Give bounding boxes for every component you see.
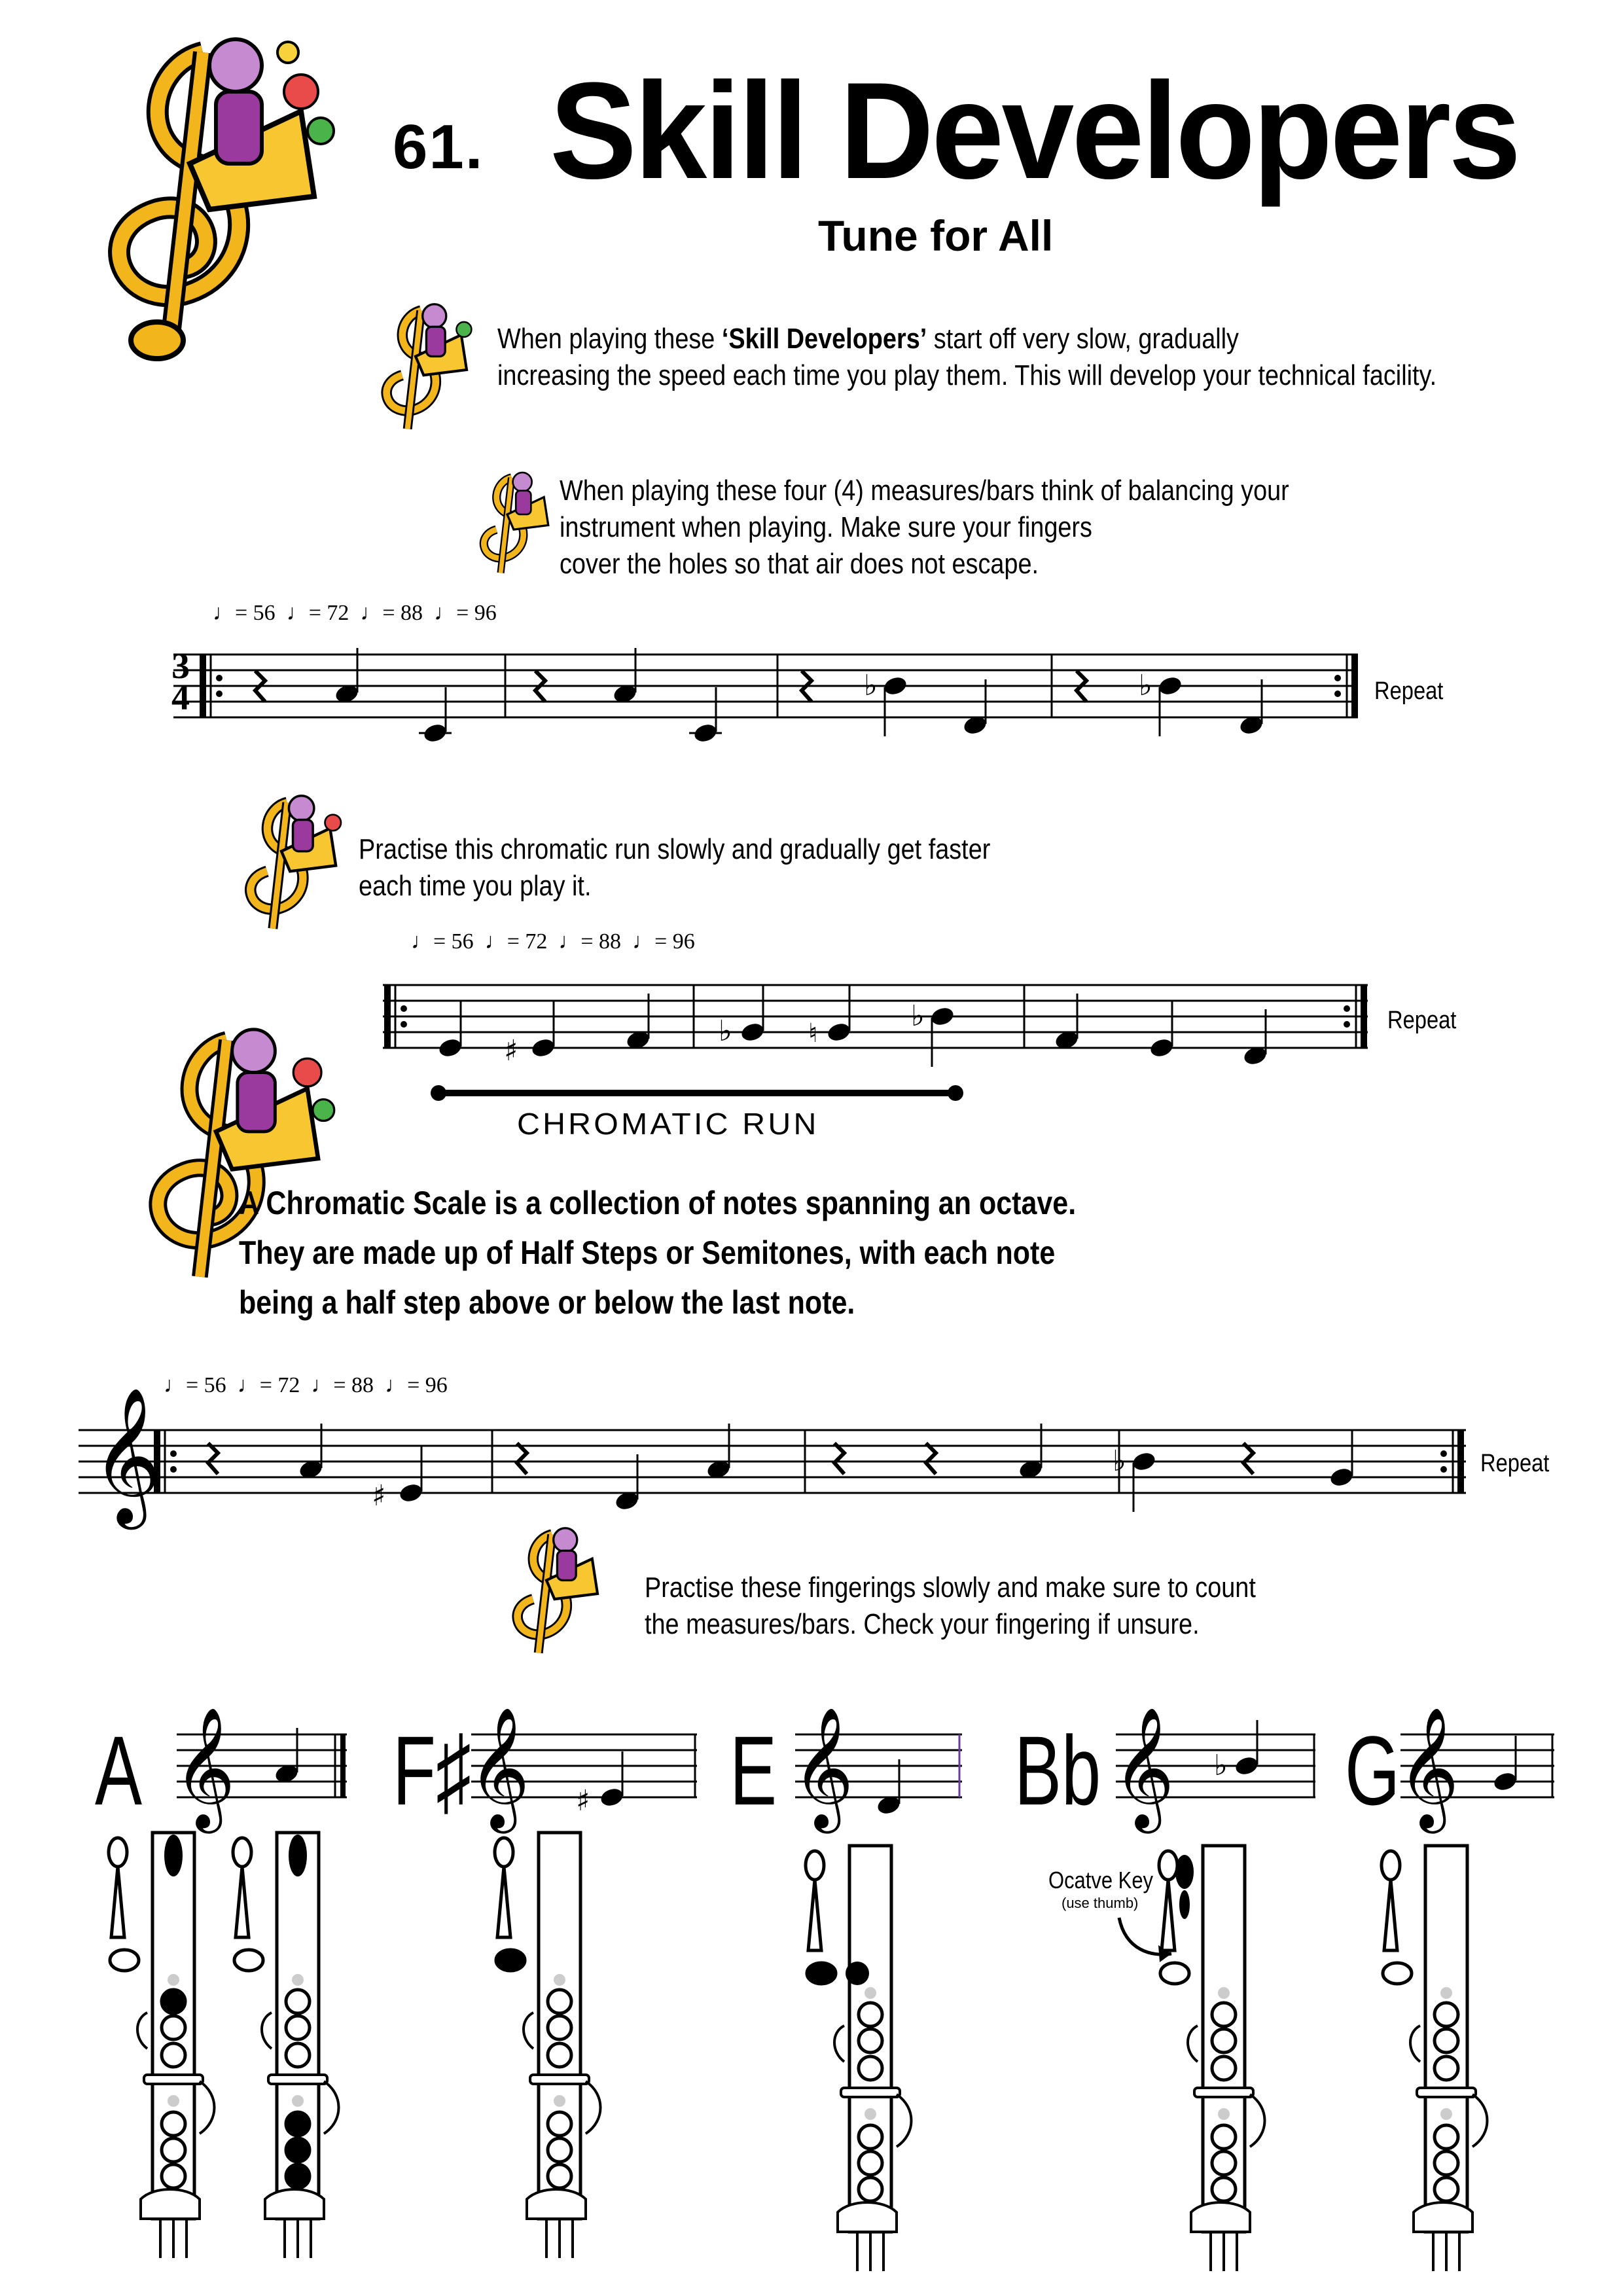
note-name-fsharp: F♯	[393, 1715, 471, 1825]
intro-text	[497, 321, 1436, 394]
note-bb4-1	[864, 669, 908, 736]
svg-text:𝄞: 𝄞	[1397, 1706, 1459, 1828]
rest-7	[834, 1443, 844, 1474]
rest-6	[517, 1443, 527, 1474]
fingering-e	[806, 1846, 912, 2271]
chromatic-run-bracket	[431, 1085, 963, 1101]
chromatic-line-1: Practise this chromatic run slowly and gradually get faster	[359, 833, 991, 865]
svg-text:♭: ♭	[1139, 669, 1152, 702]
treble-clef-horn-icon	[347, 295, 484, 445]
fingering-g	[1382, 1846, 1488, 2271]
repeat-label-2: Repeat	[1387, 1007, 1457, 1034]
octave-key-label	[1048, 1867, 1153, 1894]
chromatic-definition	[239, 1178, 1076, 1327]
svg-text:♯: ♯	[372, 1479, 386, 1513]
note-a4-5	[1018, 1424, 1044, 1480]
note-fsharp4-2	[372, 1446, 424, 1513]
tempo-56: = 56	[186, 1373, 226, 1397]
rest-2	[535, 671, 545, 702]
rest-8	[926, 1443, 936, 1474]
chromatic-run-label: CHROMATIC RUN	[517, 1107, 819, 1141]
svg-text:♭: ♭	[911, 999, 925, 1033]
repeat-label-1: Repeat	[1374, 677, 1444, 705]
rest-1	[255, 671, 265, 702]
treble-clef-horn-icon	[209, 785, 353, 946]
intro-text-line2: increasing the speed each time you play them. This will develop your technical facility.	[497, 359, 1437, 391]
note-name-e: E	[730, 1715, 777, 1825]
note-c4-1	[419, 687, 452, 744]
tempo-88: = 88	[580, 929, 622, 954]
rest-4	[1077, 671, 1086, 702]
definition-line-1: A Chromatic Scale is a collection of notes spanning an octave.	[239, 1185, 1077, 1221]
tempo-72: = 72	[507, 929, 548, 954]
balance-line-3: cover the holes so that air does not escape.	[560, 548, 1039, 580]
svg-text:♯: ♯	[576, 1784, 590, 1818]
tempo-96: = 96	[407, 1373, 448, 1397]
fingering-a-1	[109, 1833, 215, 2258]
tempo-56: = 56	[235, 601, 276, 625]
svg-text:♭: ♭	[1113, 1444, 1126, 1478]
note-name-g: G	[1345, 1715, 1400, 1825]
tempo-72: = 72	[259, 1373, 300, 1397]
svg-text:𝄞: 𝄞	[792, 1706, 854, 1828]
tempo-marks-1: ♩= 56 ♩= 72 ♩= 88 ♩= 96	[213, 601, 497, 625]
octave-key-note: (use thumb)	[1061, 1895, 1139, 1911]
mini-note-g	[1492, 1736, 1518, 1793]
fingering-fsharp	[495, 1833, 601, 2258]
note-a4-3	[298, 1424, 324, 1480]
tempo-88: = 88	[333, 1373, 374, 1397]
svg-text:♯: ♯	[504, 1034, 518, 1067]
mini-note-bb	[1214, 1720, 1260, 1782]
balance-line-1: When playing these four (4) measures/bars think of balancing your	[560, 475, 1289, 507]
staff-1	[173, 655, 1358, 717]
time-signature	[171, 646, 190, 718]
note-g4-1	[625, 994, 651, 1051]
svg-text:♭: ♭	[864, 669, 878, 702]
octave-key-title: Ocatve Key	[1048, 1867, 1154, 1893]
note-g4-2	[1054, 994, 1080, 1051]
mini-staff-a	[177, 1734, 347, 1797]
note-bb4-4	[1113, 1444, 1157, 1512]
note-f4-1	[437, 1001, 463, 1059]
intro-text-before: When playing these	[497, 323, 722, 355]
tempo-marks-2: ♩= 56 ♩= 72 ♩= 88 ♩= 96	[411, 929, 695, 954]
mascot-logo-large	[39, 13, 340, 380]
note-fsharp4-1	[504, 1001, 556, 1067]
treble-clef-horn-icon	[478, 1518, 615, 1669]
note-c4-2	[689, 687, 722, 744]
definition-line-2: They are made up of Half Steps or Semitones, with each note	[239, 1234, 1056, 1271]
repeat-dots-1	[216, 675, 1341, 697]
rest-9	[1243, 1443, 1253, 1474]
mini-staff-bb	[1116, 1734, 1315, 1797]
mini-treble-clefs	[173, 1706, 1459, 1834]
chromatic-instruction-text	[359, 831, 990, 905]
svg-text:♮: ♮	[808, 1018, 818, 1049]
treble-clef-icon: 𝄞	[92, 1387, 162, 1524]
lesson-number: 61.	[393, 112, 484, 182]
fingering-a-2	[233, 1833, 339, 2258]
page-title: Skill Developers	[550, 54, 1519, 207]
svg-text:♭: ♭	[719, 1014, 732, 1048]
chromatic-line-2: each time you play it.	[359, 870, 592, 902]
fingering-instruction-text	[645, 1570, 1256, 1643]
definition-line-3: being a half step above or below the last note.	[239, 1284, 855, 1321]
mini-staff-g	[1400, 1734, 1554, 1797]
mini-note-e	[876, 1759, 902, 1816]
svg-text:𝄞: 𝄞	[1113, 1706, 1175, 1828]
treble-clef-horn-icon	[39, 13, 340, 380]
mascot-icon-1	[347, 295, 484, 445]
svg-text:𝄞: 𝄞	[468, 1706, 530, 1828]
mini-note-fsharp	[576, 1751, 625, 1818]
note-e4-1	[1242, 1009, 1268, 1067]
note-e4-2	[614, 1454, 640, 1512]
rest-5	[208, 1443, 218, 1474]
note-a4-2	[612, 648, 638, 705]
mascot-icon-3	[209, 785, 353, 946]
mini-staff-fsharp	[471, 1734, 697, 1797]
intro-text-after: start off very slow, gradually	[927, 323, 1239, 355]
intro-text-bold: ‘Skill Developers’	[721, 323, 927, 355]
tempo-marks-3: ♩= 56 ♩= 72 ♩= 88 ♩= 96	[164, 1373, 448, 1397]
note-name-bb: Bb	[1014, 1715, 1101, 1825]
time-signature-top: 3	[171, 646, 190, 687]
mascot-icon-2	[452, 465, 563, 586]
tempo-56: = 56	[433, 929, 474, 954]
rest-3	[802, 671, 812, 702]
time-signature-bottom: 4	[171, 677, 190, 718]
treble-clef-horn-icon	[452, 465, 563, 586]
note-g4-3	[1329, 1430, 1355, 1488]
balance-line-2: instrument when playing. Make sure your fingers	[560, 511, 1092, 543]
repeat-label-3: Repeat	[1480, 1450, 1550, 1477]
note-anatural4-1	[808, 985, 852, 1049]
note-d4-1	[962, 679, 988, 736]
note-bb4-2	[1139, 669, 1183, 736]
note-a4-4	[705, 1424, 732, 1480]
tempo-72: = 72	[308, 601, 349, 625]
fingering-line-1: Practise these fingerings slowly and make sure to count	[645, 1571, 1256, 1604]
fingering-line-2: the measures/bars. Check your fingering if unsure.	[645, 1608, 1200, 1640]
note-f4-2	[1149, 1001, 1175, 1059]
mini-staff-e	[795, 1734, 962, 1797]
mascot-icon-5	[478, 1518, 615, 1669]
balance-text	[560, 473, 1289, 583]
octave-key-arrow	[1119, 1918, 1171, 1954]
note-a4-1	[334, 648, 360, 705]
fingering-bb	[1159, 1846, 1265, 2271]
svg-text:𝄞: 𝄞	[173, 1706, 236, 1828]
svg-text:♭: ♭	[1214, 1749, 1228, 1782]
note-ab4-1	[719, 985, 766, 1048]
tempo-96: = 96	[654, 929, 695, 954]
mini-note-a	[274, 1728, 300, 1785]
note-d4-2	[1238, 679, 1264, 736]
tempo-88: = 88	[382, 601, 423, 625]
tempo-96: = 96	[456, 601, 497, 625]
note-name-a: A	[95, 1715, 143, 1825]
page-subtitle: Tune for All	[818, 211, 1054, 260]
note-bb4-3	[911, 999, 955, 1067]
